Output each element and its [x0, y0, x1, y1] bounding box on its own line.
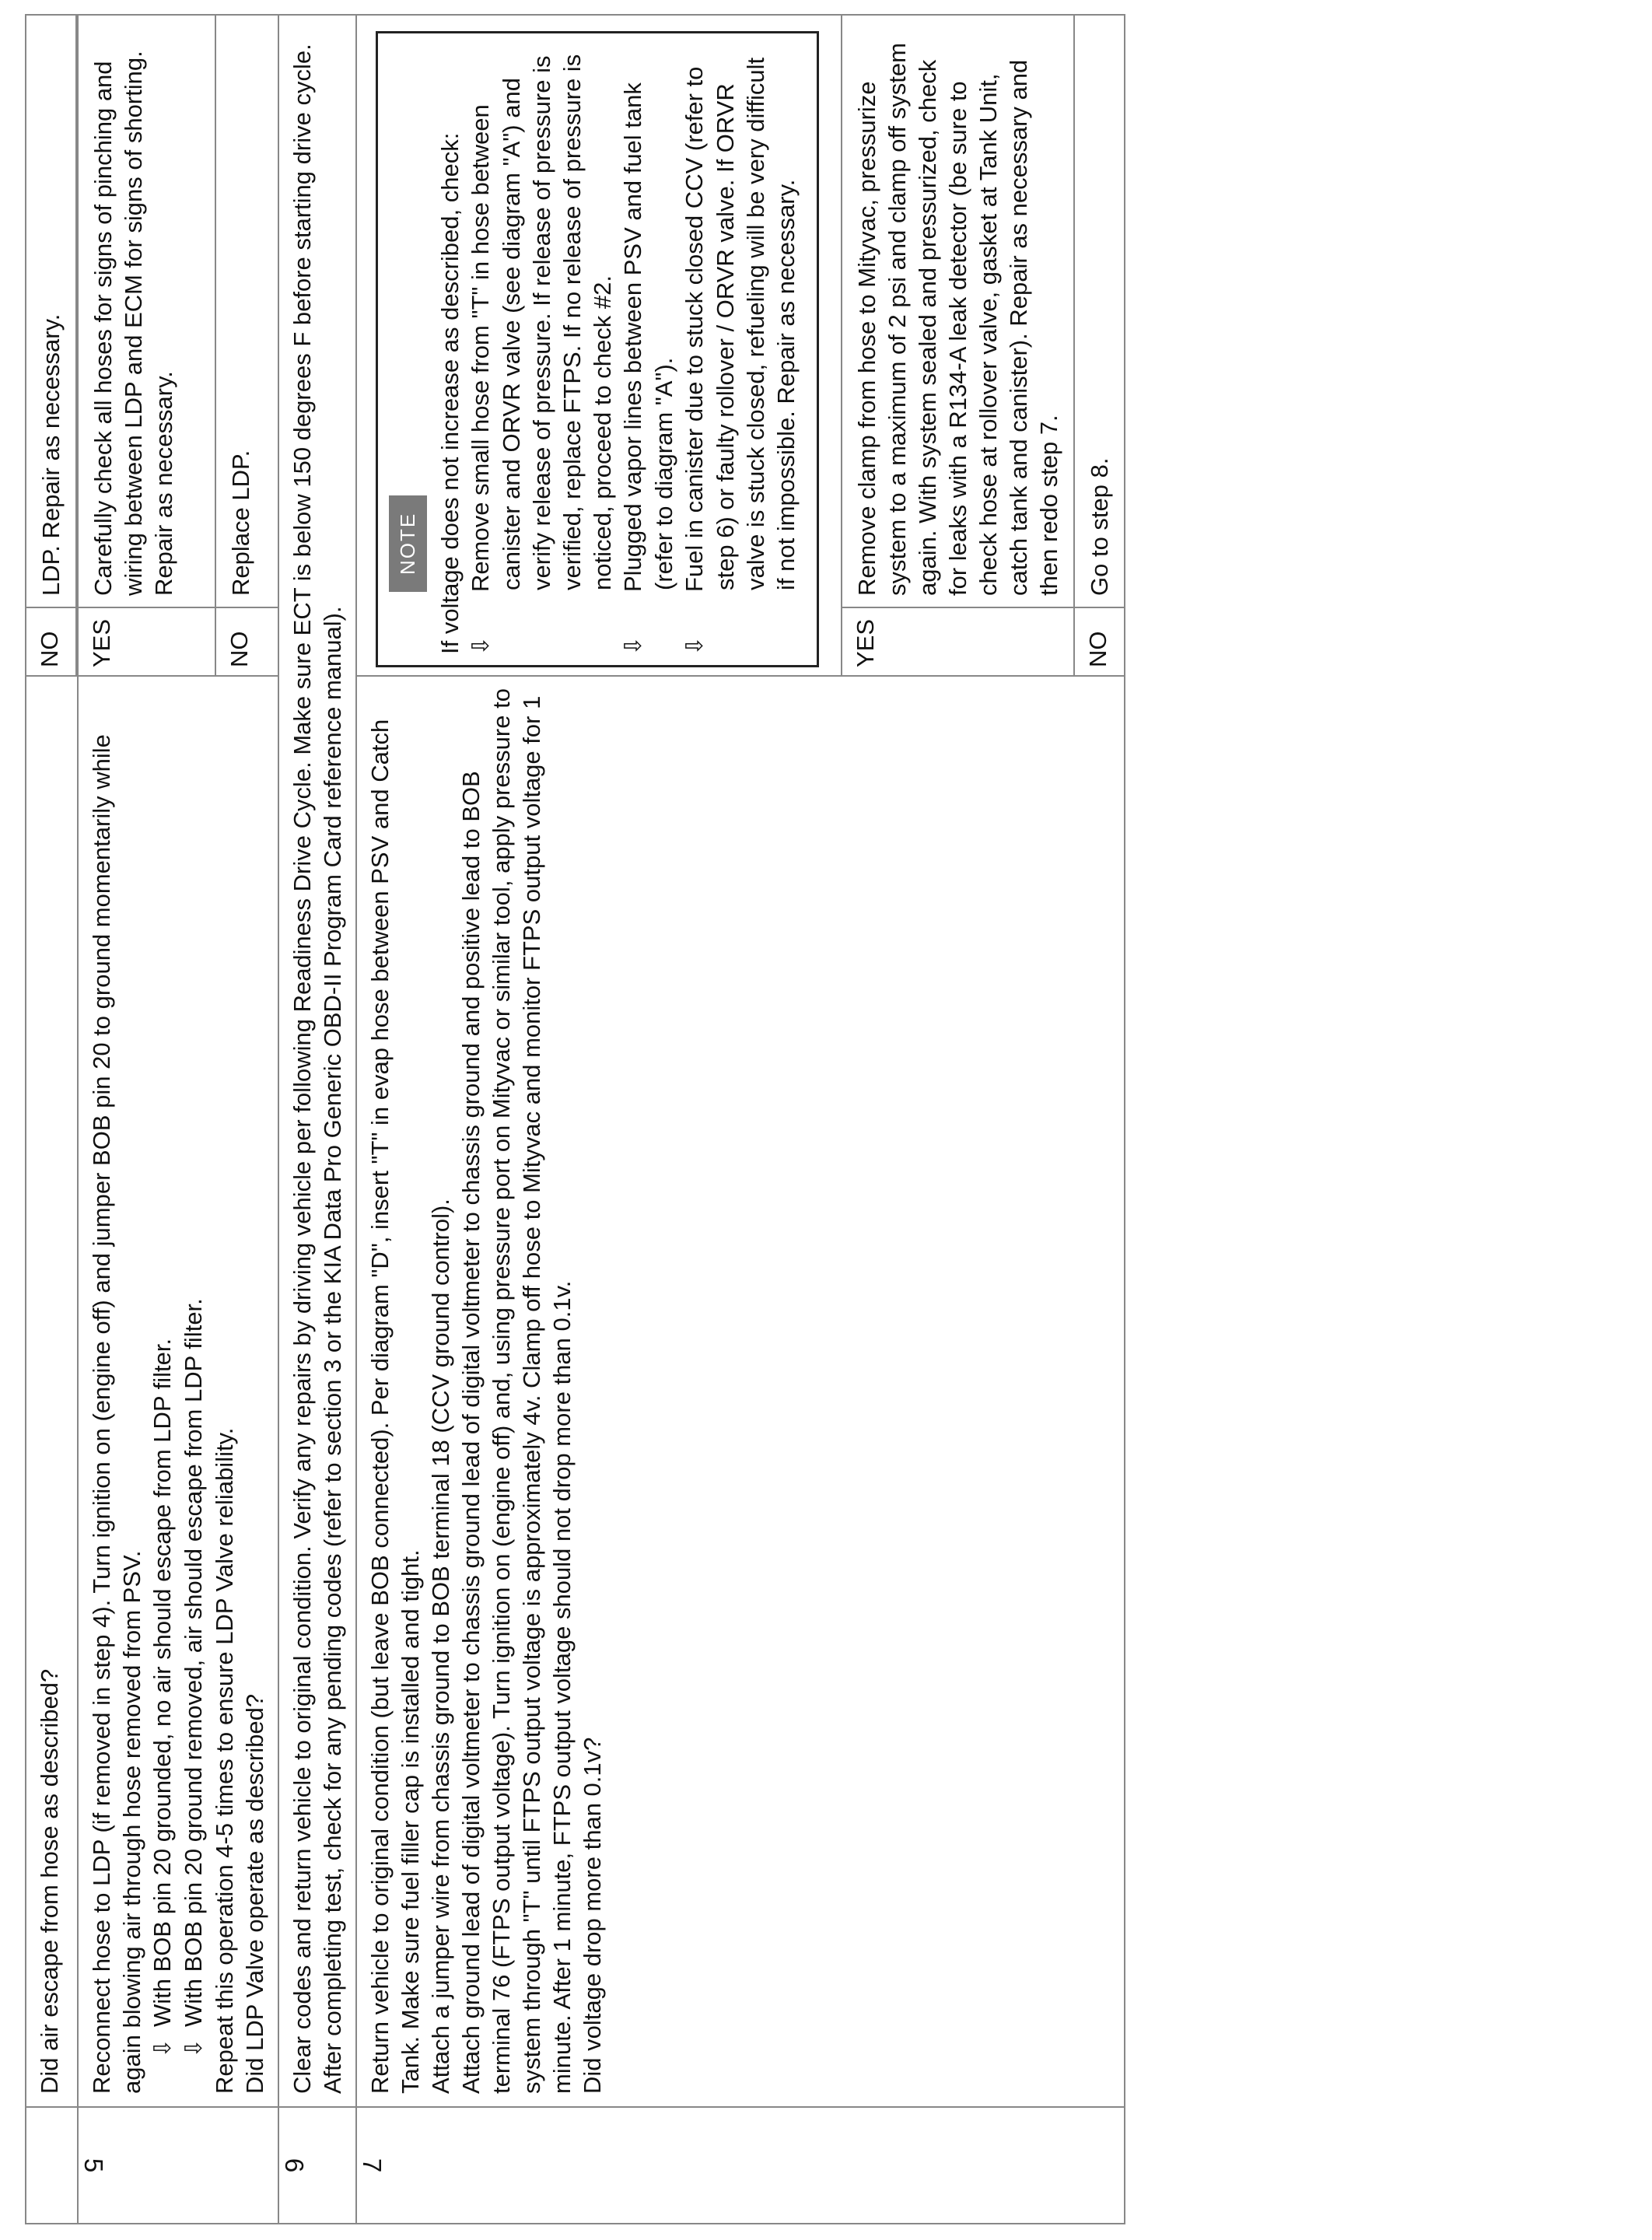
bullet-item [178, 688, 209, 2058]
hollow-arrow-icon: ⇩ [468, 635, 494, 656]
result-label-no: NO [26, 607, 76, 676]
note-item [465, 46, 618, 656]
result-label-yes: YES [842, 607, 1074, 676]
test-question: Did LDP Valve operate as described? [241, 1693, 268, 2094]
step-number-cell [278, 2107, 356, 2224]
note-box [376, 31, 819, 667]
note-item [679, 46, 801, 656]
step-number-cell [356, 2107, 1125, 2224]
hollow-arrow-icon: ⇩ [150, 2038, 176, 2058]
result-action: Remove clamp from hose to Mityvac, pressurize system to a maximum of 2 psi and clamp off system again. With system sealed and pressurized, check for leaks with a R134-A leak detector (be sure to check hose at rollover valve, gasket at Tank Unit, catch tank and canister). Repair as necessary and then redo step 7. [842, 15, 1074, 607]
result-label-no: NO [1074, 607, 1125, 676]
result-action: LDP. Repair as necessary. [26, 15, 76, 607]
test-question: Did voltage drop more than 0.1v? [579, 1737, 606, 2094]
test-text: Return vehicle to original condition (but leave BOB connected). Per diagram "D", insert "T" in evap hose between PSV and Catch Tank. Make sure fuel filler cap is installed and tight. [366, 719, 424, 2094]
bullet-text: With BOB pin 20 ground removed, air should escape from LDP filter. [180, 1298, 207, 2027]
step-number-cell [26, 2107, 78, 2224]
test-text: Clear codes and return vehicle to original condition. Verify any repairs by driving vehicle per following Readiness Drive Cycle. Make sure ECT is below 150 degrees F before starting drive cycle. After completing test, check for any pending codes (refer to section 3 or the KIA Data Pro Generic OBD-II Program Card reference manual). [289, 44, 346, 2094]
step-number-cell [78, 2107, 278, 2224]
result-label-yes: YES [78, 607, 215, 676]
diagnostic-table-main [77, 14, 1125, 2224]
test-cell-step-6 [278, 15, 356, 2107]
note-item-text: Fuel in canister due to stuck closed CCV (refer to step 6) or faulty rollover / ORVR valve. If ORVR valve is stuck closed, refueling will be very difficult if not impossible. Repair as necessary. [681, 57, 800, 592]
table-row-step-5-detail [78, 15, 215, 2224]
test-text: Attach a jumper wire from chassis ground to BOB terminal 18 (CCV ground control). [427, 1199, 454, 2094]
result-label-no: NO [215, 607, 278, 676]
table-row-step-7 [356, 15, 842, 2224]
note-item [618, 46, 679, 656]
step-number-5: 5 [79, 2158, 108, 2173]
table-row-step-6 [278, 15, 356, 2224]
bullet-text: With BOB pin 20 grounded, no air should escape from LDP filter. [149, 1338, 176, 2027]
test-cell-step-5-detail [78, 676, 278, 2107]
step-number-7: 7 [358, 2158, 387, 2173]
test-text: Did air escape from hose as described? [36, 1668, 63, 2094]
step-number-6: 6 [280, 2158, 309, 2173]
rotated-page [25, 0, 1652, 2224]
hollow-arrow-icon: ⇩ [181, 2038, 207, 2058]
result-action: Replace LDP. [215, 15, 278, 607]
test-cell-step-5 [26, 676, 78, 2107]
test-text: Repeat this operation 4-5 times to ensure LDP Valve reliability. [211, 1427, 238, 2094]
test-text: Attach ground lead of digital voltmeter to chassis ground lead of digital voltmeter to chassis ground and positive lead to BOB terminal 76 (FTPS output voltage). Turn ignition on (engine off) and, using pressure port on Mityvac or similar tool, apply pressure to system through "T" until FTPS output voltage is approximately 4v. Clamp off hose to Mityvac and monitor FTPS output voltage for 1 minute. After 1 minute, FTPS output voltage should not drop more than 0.1v. [457, 688, 576, 2094]
bullet-item [147, 688, 178, 2058]
note-cell [356, 15, 842, 676]
hollow-arrow-icon: ⇩ [682, 635, 708, 656]
test-cell-step-7 [356, 676, 1125, 2107]
note-item-text: Plugged vapor lines between PSV and fuel tank (refer to diagram "A"). [619, 82, 677, 592]
result-action: Go to step 8. [1074, 15, 1125, 607]
note-intro: If voltage does not increase as described, check: [436, 132, 464, 654]
note-tag: NOTE [389, 495, 427, 592]
diagnostic-table [25, 14, 79, 2224]
note-item-text: Remove small hose from "T" in hose between canister and ORVR valve (see diagram "A") and verify release of pressure. If release of pressure is verified, replace FTPS. If no release of pressure is noticed, proceed to check #2. [467, 54, 616, 592]
hollow-arrow-icon: ⇩ [621, 635, 646, 656]
result-action: Carefully check all hoses for signs of pinching and wiring between LDP and ECM for signs of shorting. Repair as necessary. [78, 15, 215, 607]
test-text: Reconnect hose to LDP (if removed in step 4). Turn ignition on (engine off) and jumper BOB pin 20 to ground momentarily while again blowing air through hose removed from PSV. [88, 734, 145, 2094]
table-row-step-5a [26, 15, 76, 2224]
